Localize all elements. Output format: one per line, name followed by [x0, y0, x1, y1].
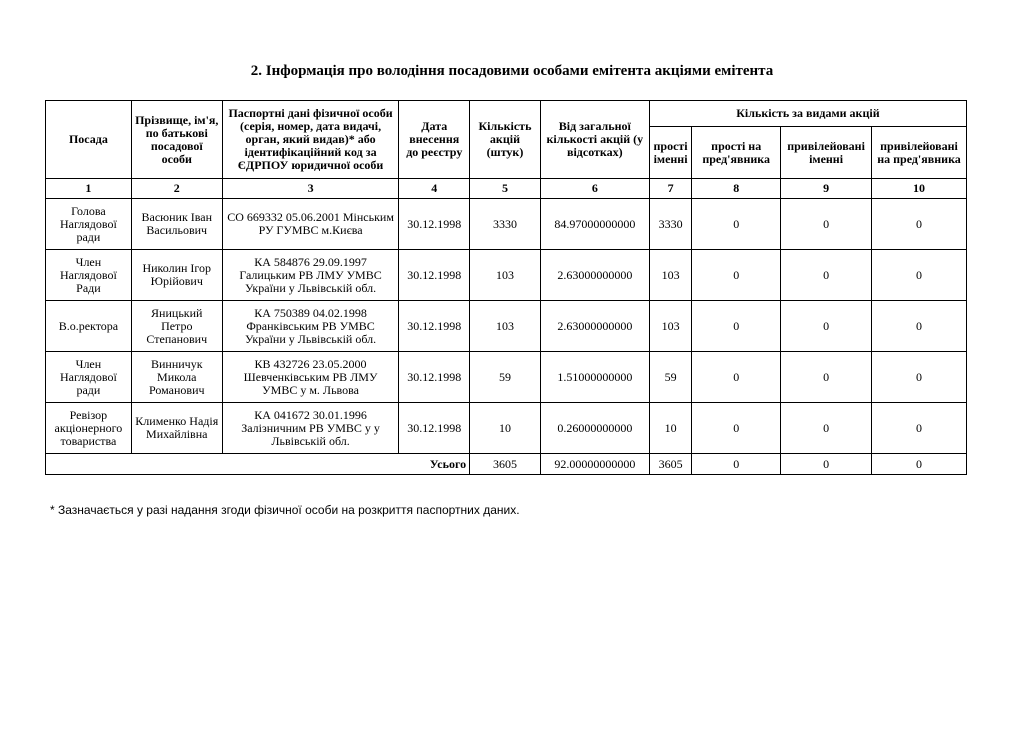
cell-position: Член Наглядової ради: [46, 352, 132, 403]
cell-pref-bearer: 0: [872, 352, 967, 403]
cell-common-bearer: 0: [692, 403, 781, 454]
cell-date: 30.12.1998: [399, 352, 470, 403]
total-row: [46, 454, 967, 475]
page-title: 2. Інформація про володіння посадовими особами емітента акціями емітента: [250, 63, 774, 79]
cell-percent: 84.97000000000: [540, 199, 649, 250]
total-common-bearer: 0: [692, 454, 781, 475]
column-number: 8: [692, 179, 781, 199]
header-position: Посада: [46, 101, 132, 179]
cell-common-bearer: 0: [692, 199, 781, 250]
cell-common-named: 59: [649, 352, 691, 403]
cell-passport: КА 041672 30.01.1996 Залізничним РВ УМВС у у Львівській обл.: [222, 403, 399, 454]
cell-passport: КВ 432726 23.05.2000 Шевченківським РВ ЛМУ УМВС у м. Львова: [222, 352, 399, 403]
cell-pref-named: 0: [781, 301, 872, 352]
cell-common-bearer: 0: [692, 352, 781, 403]
cell-count: 59: [470, 352, 541, 403]
cell-pref-bearer: 0: [872, 250, 967, 301]
cell-common-named: 103: [649, 301, 691, 352]
table-row: [46, 250, 967, 301]
cell-passport: КА 584876 29.09.1997 Галицьким РВ ЛМУ УМВС України у Львівській обл.: [222, 250, 399, 301]
cell-count: 103: [470, 301, 541, 352]
header-pref-named: привілейовані іменні: [781, 127, 872, 179]
cell-date: 30.12.1998: [399, 403, 470, 454]
cell-count: 10: [470, 403, 541, 454]
column-number: 3: [222, 179, 399, 199]
cell-common-named: 10: [649, 403, 691, 454]
column-number: 2: [131, 179, 222, 199]
cell-percent: 2.63000000000: [540, 301, 649, 352]
total-label: Усього: [46, 454, 470, 475]
table-row: [46, 199, 967, 250]
cell-pref-bearer: 0: [872, 301, 967, 352]
cell-pref-named: 0: [781, 199, 872, 250]
header-count: Кількість акцій (штук): [470, 101, 541, 179]
header-by-type: Кількість за видами акцій: [649, 101, 966, 127]
header-date: Дата внесення до реєстру: [399, 101, 470, 179]
cell-count: 3330: [470, 199, 541, 250]
cell-name: Васюник Іван Васильович: [131, 199, 222, 250]
total-common-named: 3605: [649, 454, 691, 475]
cell-date: 30.12.1998: [399, 250, 470, 301]
cell-percent: 2.63000000000: [540, 250, 649, 301]
cell-common-named: 103: [649, 250, 691, 301]
header-pref-bearer: привілейовані на пред'явника: [872, 127, 967, 179]
table-row: [46, 352, 967, 403]
cell-common-bearer: 0: [692, 250, 781, 301]
cell-date: 30.12.1998: [399, 199, 470, 250]
total-count: 3605: [470, 454, 541, 475]
cell-pref-bearer: 0: [872, 403, 967, 454]
total-pref-bearer: 0: [872, 454, 967, 475]
cell-pref-named: 0: [781, 352, 872, 403]
column-number: 1: [46, 179, 132, 199]
cell-position: Ревізор акціонерного товариства: [46, 403, 132, 454]
officers-shares-table: [45, 100, 967, 475]
cell-name: Яницький Петро Степанович: [131, 301, 222, 352]
cell-pref-named: 0: [781, 250, 872, 301]
table-row: [46, 301, 967, 352]
header-common-bearer: прості на пред'явника: [692, 127, 781, 179]
total-percent: 92.00000000000: [540, 454, 649, 475]
column-number: 6: [540, 179, 649, 199]
column-number: 7: [649, 179, 691, 199]
column-number-row: [46, 179, 967, 199]
cell-position: В.о.ректора: [46, 301, 132, 352]
cell-percent: 0.26000000000: [540, 403, 649, 454]
cell-pref-named: 0: [781, 403, 872, 454]
cell-date: 30.12.1998: [399, 301, 470, 352]
column-number: 10: [872, 179, 967, 199]
cell-name: Клименко Надія Михайлівна: [131, 403, 222, 454]
cell-count: 103: [470, 250, 541, 301]
cell-pref-bearer: 0: [872, 199, 967, 250]
column-number: 5: [470, 179, 541, 199]
cell-common-bearer: 0: [692, 301, 781, 352]
header-percent: Від загальної кількості акцій (у відсотках): [540, 101, 649, 179]
cell-common-named: 3330: [649, 199, 691, 250]
cell-name: Николин Ігор Юрійович: [131, 250, 222, 301]
total-pref-named: 0: [781, 454, 872, 475]
cell-name: Винничук Микола Романович: [131, 352, 222, 403]
column-number: 4: [399, 179, 470, 199]
header-passport: Паспортні дані фізичної особи (серія, номер, дата видачі, орган, який видав)* або ідентифікаційний код за ЄДРПОУ юридичної особи: [222, 101, 399, 179]
cell-passport: КА 750389 04.02.1998 Франківським РВ УМВС України у Львівській обл.: [222, 301, 399, 352]
footnote: * Зазначається у разі надання згоди фізичної особи на розкриття паспортних даних.: [50, 503, 520, 517]
table-row: [46, 403, 967, 454]
cell-position: Член Наглядової Ради: [46, 250, 132, 301]
column-number: 9: [781, 179, 872, 199]
cell-percent: 1.51000000000: [540, 352, 649, 403]
header-name: Прізвище, ім'я, по батькові посадової особи: [131, 101, 222, 179]
header-common-named: прості іменні: [649, 127, 691, 179]
cell-passport: СО 669332 05.06.2001 Мінським РУ ГУМВС м.Києва: [222, 199, 399, 250]
cell-position: Голова Наглядової ради: [46, 199, 132, 250]
